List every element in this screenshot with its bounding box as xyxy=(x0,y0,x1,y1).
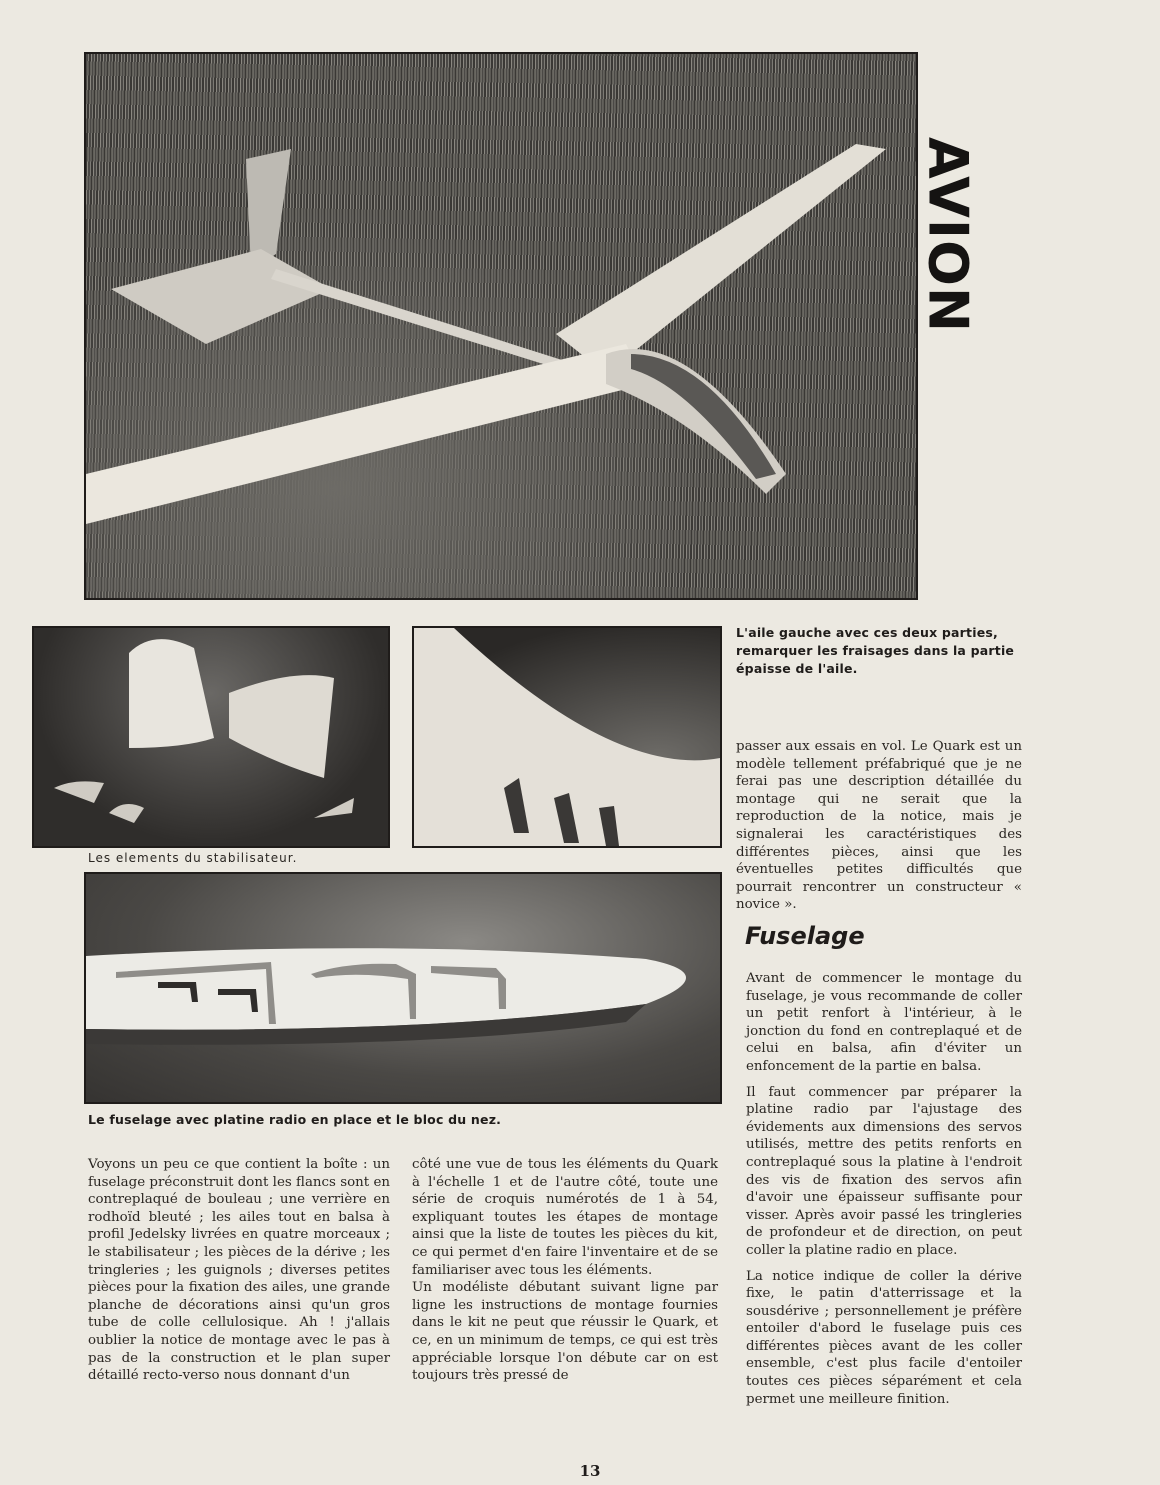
article-column-3 xyxy=(736,738,1022,922)
wing-illustration xyxy=(414,628,720,846)
wing-right xyxy=(556,144,886,374)
section-label-text: AVION xyxy=(916,136,980,334)
tail-fin xyxy=(246,149,291,269)
wing-left xyxy=(86,344,646,524)
stabilizer-photo xyxy=(32,626,390,848)
main-photo-glider-in-grass xyxy=(84,52,918,600)
stabilizer-part xyxy=(229,675,334,778)
fuselage-photo-caption: Le fuselage avec platine radio en place et le bloc du nez. xyxy=(88,1112,502,1127)
fuselage-photo xyxy=(84,872,722,1104)
stabilizer-part xyxy=(314,798,354,818)
wing-photo xyxy=(412,626,722,848)
stabilizer-part xyxy=(109,804,144,823)
fuselage-illustration xyxy=(86,874,720,1102)
paragraph: Il faut commencer par préparer la platine radio par l'ajustage des évidements aux dimensions des servos utilisés, mettre des petits renforts en contreplaqué sous la platine à l'endroit des vis de fixation des servos afin d'avoir une épaisseur suffisante pour visser. Après avoir passé les tringleries de profondeur et de direction, on peut coller la platine radio en place. xyxy=(746,1084,1022,1258)
wing-photo-caption: L'aile gauche avec ces deux parties, remarquer les fraisages dans la partie épaisse de l'aile. xyxy=(736,625,1015,676)
stabilizer xyxy=(111,249,331,344)
paragraph: La notice indique de coller la dérive fixe, le patin d'atterrissage et la sousdérive ; personnellement je préfère entoiler d'abord le fuselage puis ces différentes pièces avant de les coller ensemble, c'est plus facile d'entoiler toutes ces pièces séparément et cela permet une meilleure finition. xyxy=(746,1268,1022,1407)
page-number: 13 xyxy=(579,1462,601,1480)
article-column-3-fuselage xyxy=(746,970,1022,1416)
paragraph: Avant de commencer le montage du fuselage, je vous recommande de coller un petit renfort à l'intérieur, à le jonction du fond en contreplaqué et de celui en balsa, afin d'éviter un enfoncement de la partie en balsa. xyxy=(746,971,1022,1074)
section-heading-fuselage: Fuselage xyxy=(745,922,865,950)
paragraph: passer aux essais en vol. Le Quark est un modèle tellement préfabriqué que je ne ferai pas une description détaillée du montage qui ne serait que la reproduction de la notice, mais je signalerai les caractéristiques des différentes pièces, ainsi que les éventuelles petites difficultés que pourrait rencontrer un constructeur « novice ». xyxy=(736,739,1022,913)
stabilizer-photo-caption: Les elements du stabilisateur. xyxy=(88,851,298,865)
article-column-2 xyxy=(412,1156,718,1393)
stabilizer-part xyxy=(54,781,104,803)
stabilizer-parts-illustration xyxy=(34,628,388,846)
paragraph: Voyons un peu ce que contient la boîte : un fuselage préconstruit dont les flancs sont en contreplaqué de bouleau ; une verrière en rodhoïd bleuté ; les ailes tout en balsa à profil Jedelsky livrées en quatre morceaux ; le stabilisateur ; les pièces de la dérive ; les tringleries ; les guignols ; diverses petites pièces pour la fixation des ailes, une grande planche de décorations ainsi qu'un gros tube de colle cellulosique. Ah ! j'allais oublier la notice de montage avec le pas à pas de la construction et le plan super détaillé recto-verso nous donnant d'un xyxy=(88,1157,390,1384)
paragraph: Un modéliste débutant suivant ligne par ligne les instructions de montage fournies dans le kit ne peut que réussir le Quark, et ce, en un minimum de temps, ce qui est très appréciable lorsque l'on débute car on est toujours très pressé de xyxy=(412,1280,718,1384)
canopy xyxy=(631,354,776,479)
stabilizer-part xyxy=(129,639,214,748)
section-label xyxy=(918,135,978,335)
glider-illustration xyxy=(86,54,916,598)
article-column-1 xyxy=(88,1156,390,1393)
paragraph: côté une vue de tous les éléments du Quark à l'échelle 1 et de l'autre côté, toute une série de croquis numérotés de 1 à 54, expliquant toutes les étapes de montage ainsi que la liste de toutes les pièces du kit, ce qui permet d'en faire l'inventaire et de se familiariser avec tous les éléments. xyxy=(412,1157,718,1278)
